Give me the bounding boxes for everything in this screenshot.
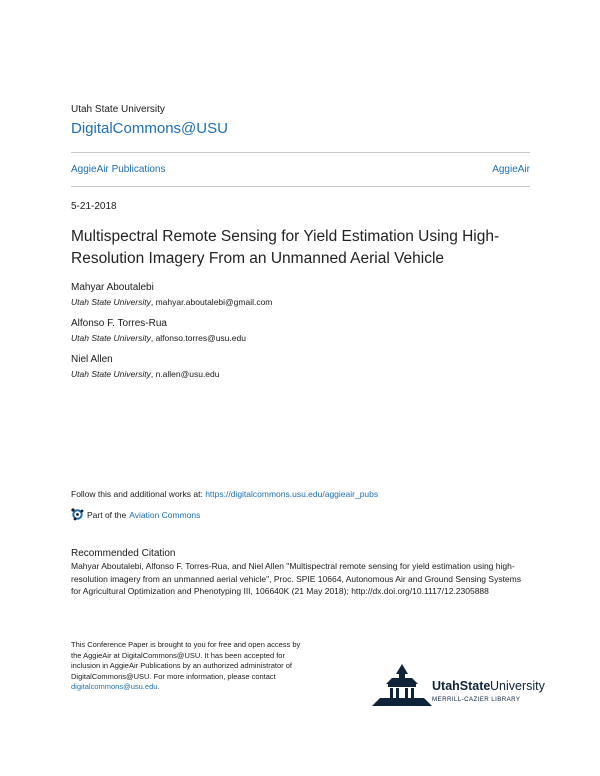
institution-name: Utah State University (71, 104, 165, 115)
affiliation-text: Utah State University (71, 297, 151, 307)
author-name: Alfonso F. Torres-Rua (71, 318, 167, 329)
publication-date: 5-21-2018 (71, 201, 117, 212)
author-name: Niel Allen (71, 354, 113, 365)
collection-link[interactable]: AggieAir (492, 164, 530, 175)
author-email: , alfonso.torres@usu.edu (150, 333, 246, 343)
old-main-tower-icon (372, 664, 432, 706)
recommended-citation-text: Mahyar Aboutalebi, Alfonso F. Torres-Rua, and Niel Allen "Multispectral remote sensing for yield estimation using high-resolution imagery from an unmanned aerial vehicle", Proc. SPIE 10664, Autonomous Air and Ground Sensing Systems for Agricultural Optimization and Phenotyping III, 106640K (21 May 2018); http://dx.doi.org/10.1117/12.2305888 (71, 561, 521, 596)
author-name: Mahyar Aboutalebi (71, 282, 154, 293)
author-affiliation (71, 297, 272, 307)
usu-library-logo (372, 660, 545, 710)
author-email: , mahyar.aboutalebi@gmail.com (150, 297, 273, 307)
paper-title: Multispectral Remote Sensing for Yield Estimation Using High-Resolution Imagery From an Unmanned Aerial Vehicle (71, 228, 500, 267)
divider-bottom (71, 186, 530, 187)
author-block (71, 282, 272, 307)
contact-email-link[interactable]: digitalcommons@usu.edu (71, 682, 158, 691)
series-link[interactable]: AggieAir Publications (71, 164, 166, 175)
recommended-citation-heading: Recommended Citation (71, 548, 176, 559)
logo-subtitle: MERRILL-CAZIER LIBRARY (432, 696, 521, 703)
logo-name-light: University (490, 679, 545, 693)
part-of-text: Part of the (87, 509, 127, 520)
notice-text: This Conference Paper is brought to you for free and open access by the AggieAir at DigitalCommons@USU. It has been accepted for inclusion in AggieAir Publications by an authorized administrator of DigitalCommons@USU. For more information, please contact (71, 640, 301, 681)
affiliation-text: Utah State University (71, 333, 151, 343)
access-notice (71, 640, 306, 693)
author-block (71, 318, 246, 343)
logo-name-bold: UtahState (432, 679, 491, 693)
follow-url-link[interactable]: https://digitalcommons.usu.edu/aggieair_pubs (205, 489, 379, 499)
notice-suffix: . (157, 682, 160, 691)
repository-link[interactable]: DigitalCommons@USU (71, 120, 228, 137)
author-block (71, 354, 220, 379)
author-affiliation (71, 369, 220, 379)
divider-top (71, 152, 530, 153)
network-icon (71, 508, 84, 521)
author-affiliation (71, 333, 246, 343)
follow-line (71, 489, 378, 499)
discipline-link[interactable]: Aviation Commons (129, 509, 201, 520)
author-email: , n.allen@usu.edu (150, 369, 220, 379)
affiliation-text: Utah State University (71, 369, 151, 379)
part-of-line (71, 508, 200, 521)
follow-text: Follow this and additional works at: (71, 489, 206, 499)
